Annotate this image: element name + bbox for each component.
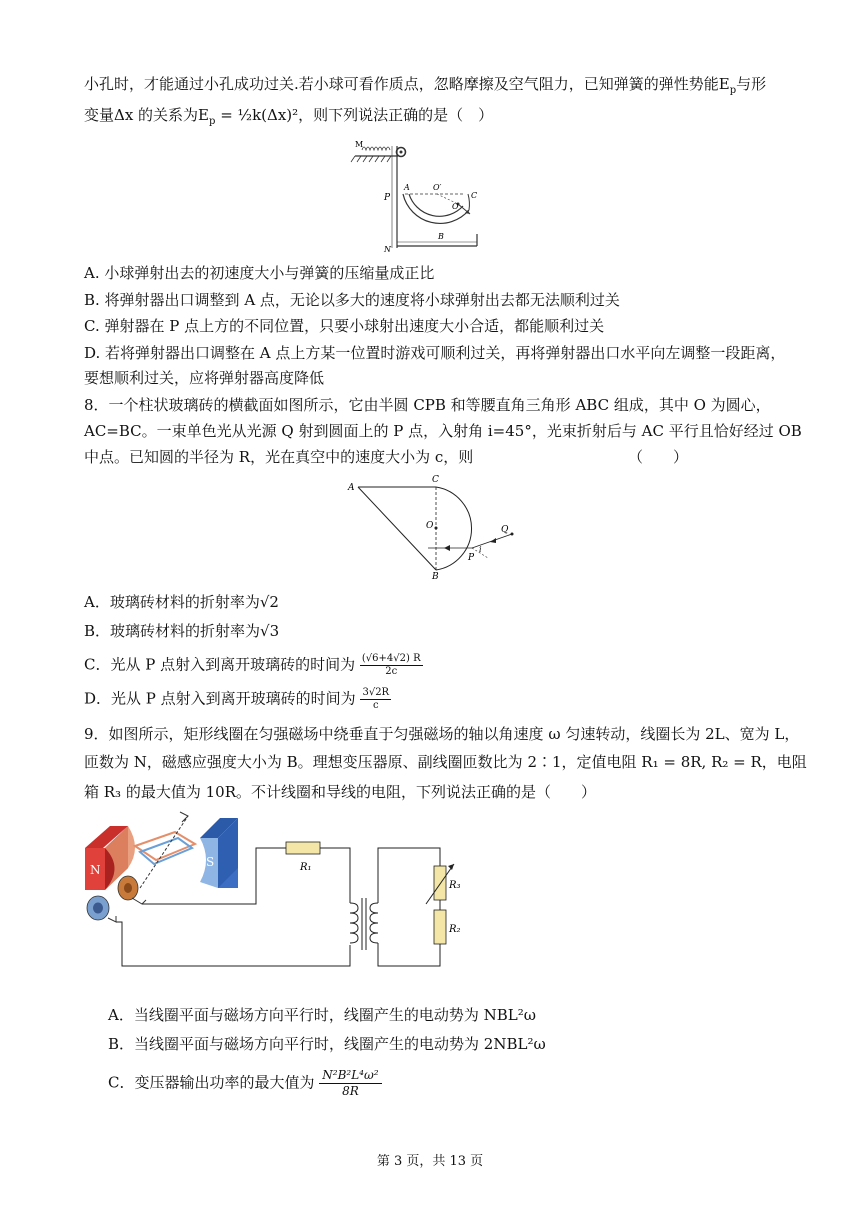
fig9-label-n-pole: N	[90, 863, 101, 877]
q8-option-a: A．玻璃砖材料的折射率为√2	[84, 593, 279, 611]
fig9-label-r1: R₁	[300, 862, 312, 873]
q8-line1: 8．一个柱状玻璃砖的横截面如图所示，它由半圆 CPB 和等腰直角三角形 ABC 组成，其中 O 为圆心，	[84, 396, 771, 414]
q7-option-d: D. 若将弹射器出口调整在 A 点上方某一位置时游戏可顺利过关，再将弹射器出口水平向左调整一段距离，	[84, 344, 786, 362]
q8-option-c: C．光从 P 点射入到离开玻璃砖的时间为 $\frac{(√6+4√2) R}{2c}$	[84, 653, 421, 677]
q9-option-b: B．当线圈平面与磁场方向平行时，线圈产生的电动势为 2NBL²ω	[108, 1035, 546, 1053]
q9-line2: 匝数为 N，磁感应强度大小为 B。理想变压器原、副线圈匝数比为 2∶1，定值电阻 R₁ = 8R, R₂ = R，电阻	[84, 753, 807, 771]
fig8-label-i: i	[479, 545, 482, 554]
q9-line1: 9．如图所示，矩形线圈在匀强磁场中绕垂直于匀强磁场的轴以角速度 ω 匀速转动，线圈长为 2L、宽为 L，	[84, 725, 800, 743]
q7-figure	[340, 138, 480, 254]
fig7-label-n: N	[384, 245, 391, 254]
page-footer: 第 3 页，共 13 页	[376, 1154, 484, 1169]
fig7-label-o: O	[452, 202, 459, 211]
q7-option-d-cont: 要想顺利过关，应将弹射器高度降低	[84, 369, 325, 387]
q7-line1: 小孔时，才能通过小孔成功过关.若小球可看作质点，忽略摩擦及空气阻力，已知弹簧的弹性势能$E_p$与形	[84, 75, 767, 96]
q8-line3: 中点。已知圆的半径为 R，光在真空中的速度大小为 c，则	[84, 448, 474, 466]
fig8-label-p: P	[468, 553, 475, 563]
fig7-label-b: B	[438, 232, 444, 241]
q8-option-d: D．光从 P 点射入到离开玻璃砖的时间为 $\frac{3√2R}{c}$	[84, 687, 390, 711]
fig8-label-o: O	[426, 521, 434, 531]
q7-line2: 变量Δx 的关系为$E_p$ = ½k(Δx)²，则下列说法正确的是（ ）	[84, 106, 494, 127]
q7-option-b: B. 将弹射器出口调整到 A 点，无论以多大的速度将小球弹射出去都无法顺利过关	[84, 291, 620, 309]
fig8-label-c: C	[432, 475, 439, 485]
fig8-label-b: B	[432, 572, 439, 582]
fig8-label-q: Q	[501, 525, 509, 535]
fig9-label-r2: R₂	[449, 924, 461, 935]
q9-option-c: C．变压器输出功率的最大值为 $\frac{\text{N²B²L⁴ω²}}{8R}$	[108, 1068, 382, 1099]
q9-figure	[80, 808, 520, 980]
q9-line3: 箱 R₃ 的最大值为 10R。不计线圈和导线的电阻，下列说法正确的是（ ）	[84, 783, 596, 801]
fig7-label-o-prime: O′	[433, 183, 442, 192]
q8-figure	[340, 470, 520, 582]
q7-option-c: C. 弹射器在 P 点上方的不同位置，只要小球射出速度大小合适，都能顺利过关	[84, 317, 605, 335]
q9-option-a: A．当线圈平面与磁场方向平行时，线圈产生的电动势为 NBL²ω	[108, 1006, 536, 1024]
fig7-label-a: A	[404, 183, 410, 192]
fig7-label-c: C	[471, 191, 478, 200]
q8-bracket: （ ）	[628, 448, 689, 466]
q8-option-b: B．玻璃砖材料的折射率为√3	[84, 622, 280, 640]
fig7-label-p: P	[384, 193, 391, 203]
fig8-label-a: A	[348, 483, 355, 493]
fig7-label-m: M	[355, 140, 364, 149]
q7-option-a: A. 小球弹射出去的初速度大小与弹簧的压缩量成正比	[84, 264, 435, 282]
fig9-label-r3: R₃	[449, 880, 461, 891]
fig9-label-s-pole: S	[206, 855, 215, 869]
q8-line2: AC=BC。一束单色光从光源 Q 射到圆面上的 P 点，入射角 i=45°，光束折射后与 AC 平行且恰好经过 OB	[84, 422, 802, 440]
